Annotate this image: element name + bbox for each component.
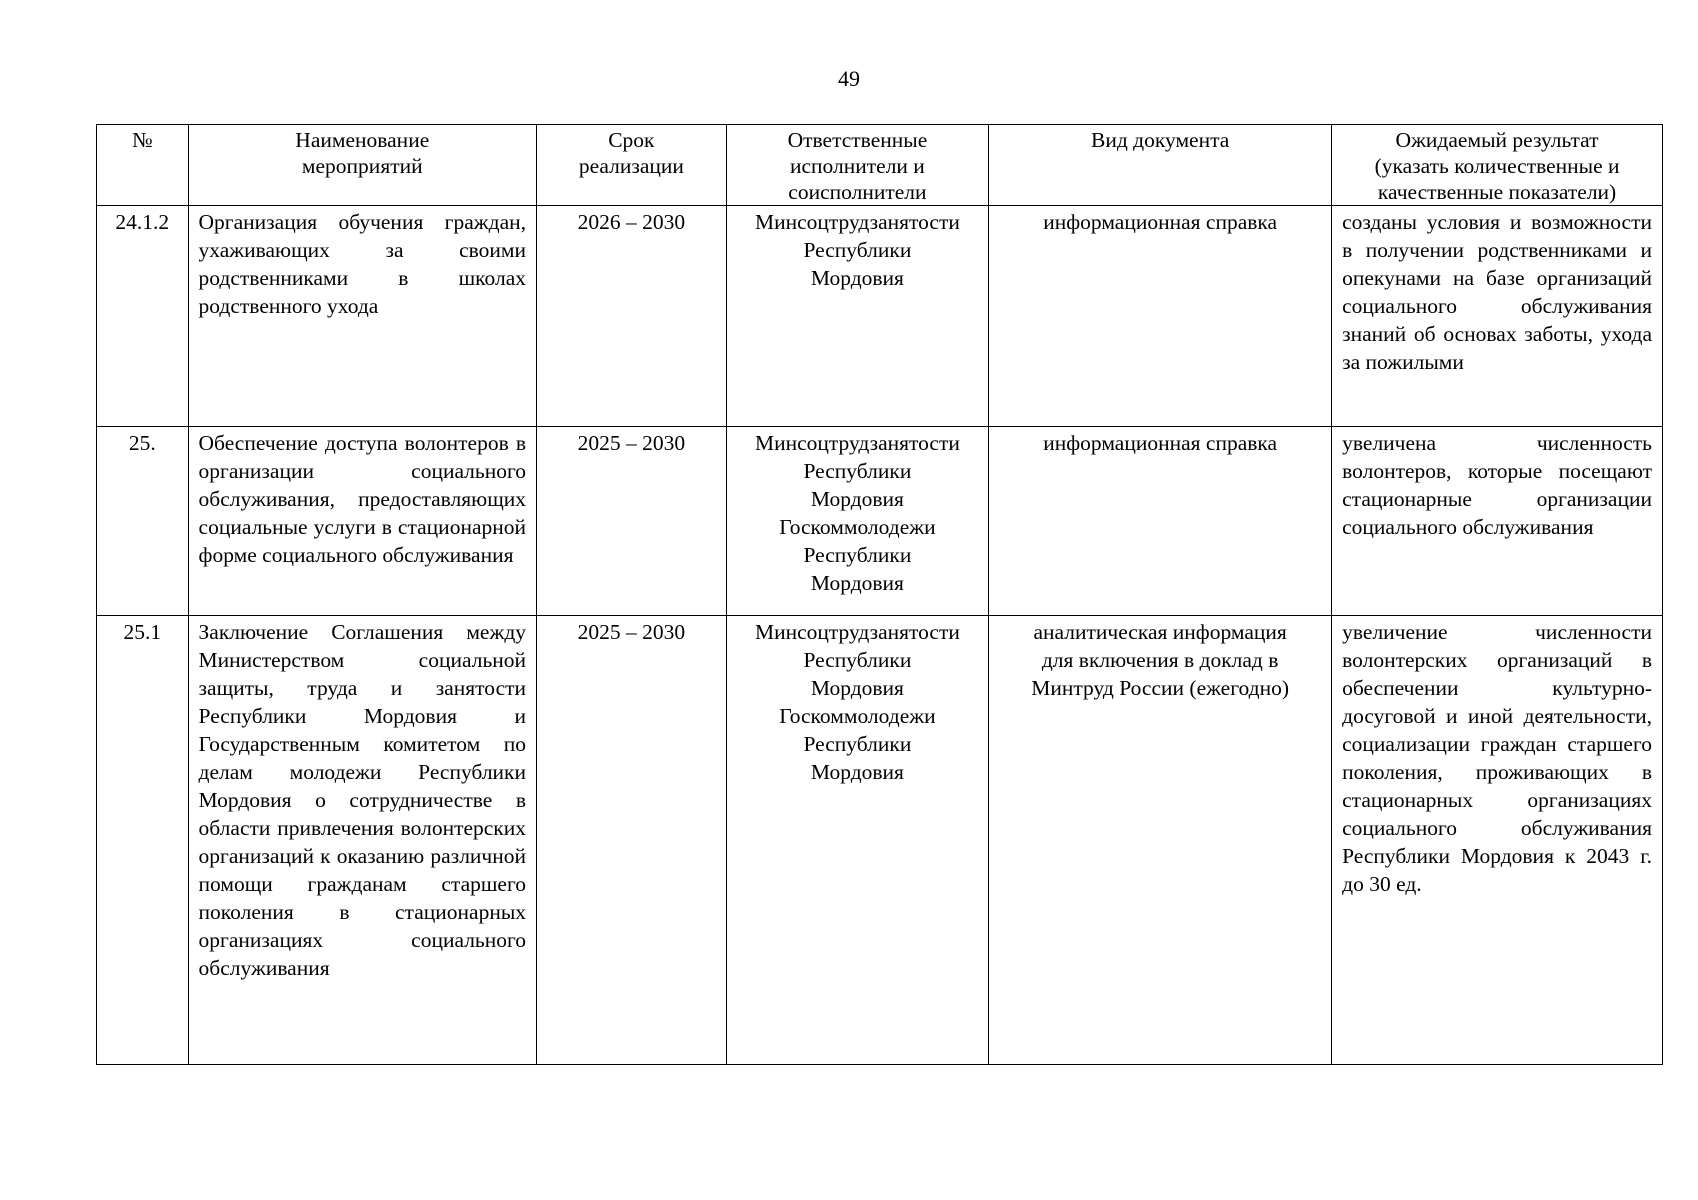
- row-number: 25.: [97, 427, 189, 616]
- period: 2025 – 2030: [537, 427, 727, 616]
- row-number: 25.1: [97, 616, 189, 1065]
- measures-table: [96, 124, 1663, 1065]
- header-expected-result: Ожидаемый результат (указать количественные и качественные показатели): [1332, 125, 1663, 206]
- table-row: [97, 206, 1663, 427]
- header-executors: Ответственные исполнители и соисполнители: [726, 125, 988, 206]
- header-number: №: [97, 125, 189, 206]
- expected-result: увеличена численность волонтеров, которые посещают стационарные организации социального обслуживания: [1332, 427, 1663, 616]
- table-header-row: [97, 125, 1663, 206]
- table-row: [97, 616, 1663, 1065]
- executors: Минсоцтрудзанятости Республики Мордовия: [726, 206, 988, 427]
- table-row: [97, 427, 1663, 616]
- period: 2025 – 2030: [537, 616, 727, 1065]
- header-document-type: Вид документа: [989, 125, 1332, 206]
- page-number: 49: [838, 66, 860, 91]
- document-type: аналитическая информация для включения в доклад в Минтруд России (ежегодно): [989, 616, 1332, 1065]
- measure-name: Обеспечение доступа волонтеров в организации социального обслуживания, предоставляющих социальные услуги в стационарной форме социального обслуживания: [188, 427, 536, 616]
- expected-result: увеличение численности волонтерских организаций в обеспечении культурно-досуговой и иной деятельности, социализации граждан старшего поколения, проживающих в стационарных организациях социального обслуживания Республики Мордовия к 2043 г. до 30 ед.: [1332, 616, 1663, 1065]
- measure-name: Заключение Соглашения между Министерством социальной защиты, труда и занятости Республики Мордовия и Государственным комитетом по делам молодежи Республики Мордовия о сотрудничестве в области привлечения волонтерских организаций к оказанию различной помощи гражданам старшего поколения в стационарных организациях социального обслуживания: [188, 616, 536, 1065]
- expected-result: созданы условия и возможности в получении родственниками и опекунами на базе организаций социального обслуживания знаний об основах заботы, ухода за пожилыми: [1332, 206, 1663, 427]
- executors: Минсоцтрудзанятости Республики Мордовия Госкоммолодежи Республики Мордовия: [726, 427, 988, 616]
- document-type: информационная справка: [989, 427, 1332, 616]
- header-measure-name: Наименование мероприятий: [188, 125, 536, 206]
- header-period: Срок реализации: [537, 125, 727, 206]
- row-number: 24.1.2: [97, 206, 189, 427]
- period: 2026 – 2030: [537, 206, 727, 427]
- document-type: информационная справка: [989, 206, 1332, 427]
- measure-name: Организация обучения граждан, ухаживающих за своими родственниками в школах родственного ухода: [188, 206, 536, 427]
- executors: Минсоцтрудзанятости Республики Мордовия Госкоммолодежи Республики Мордовия: [726, 616, 988, 1065]
